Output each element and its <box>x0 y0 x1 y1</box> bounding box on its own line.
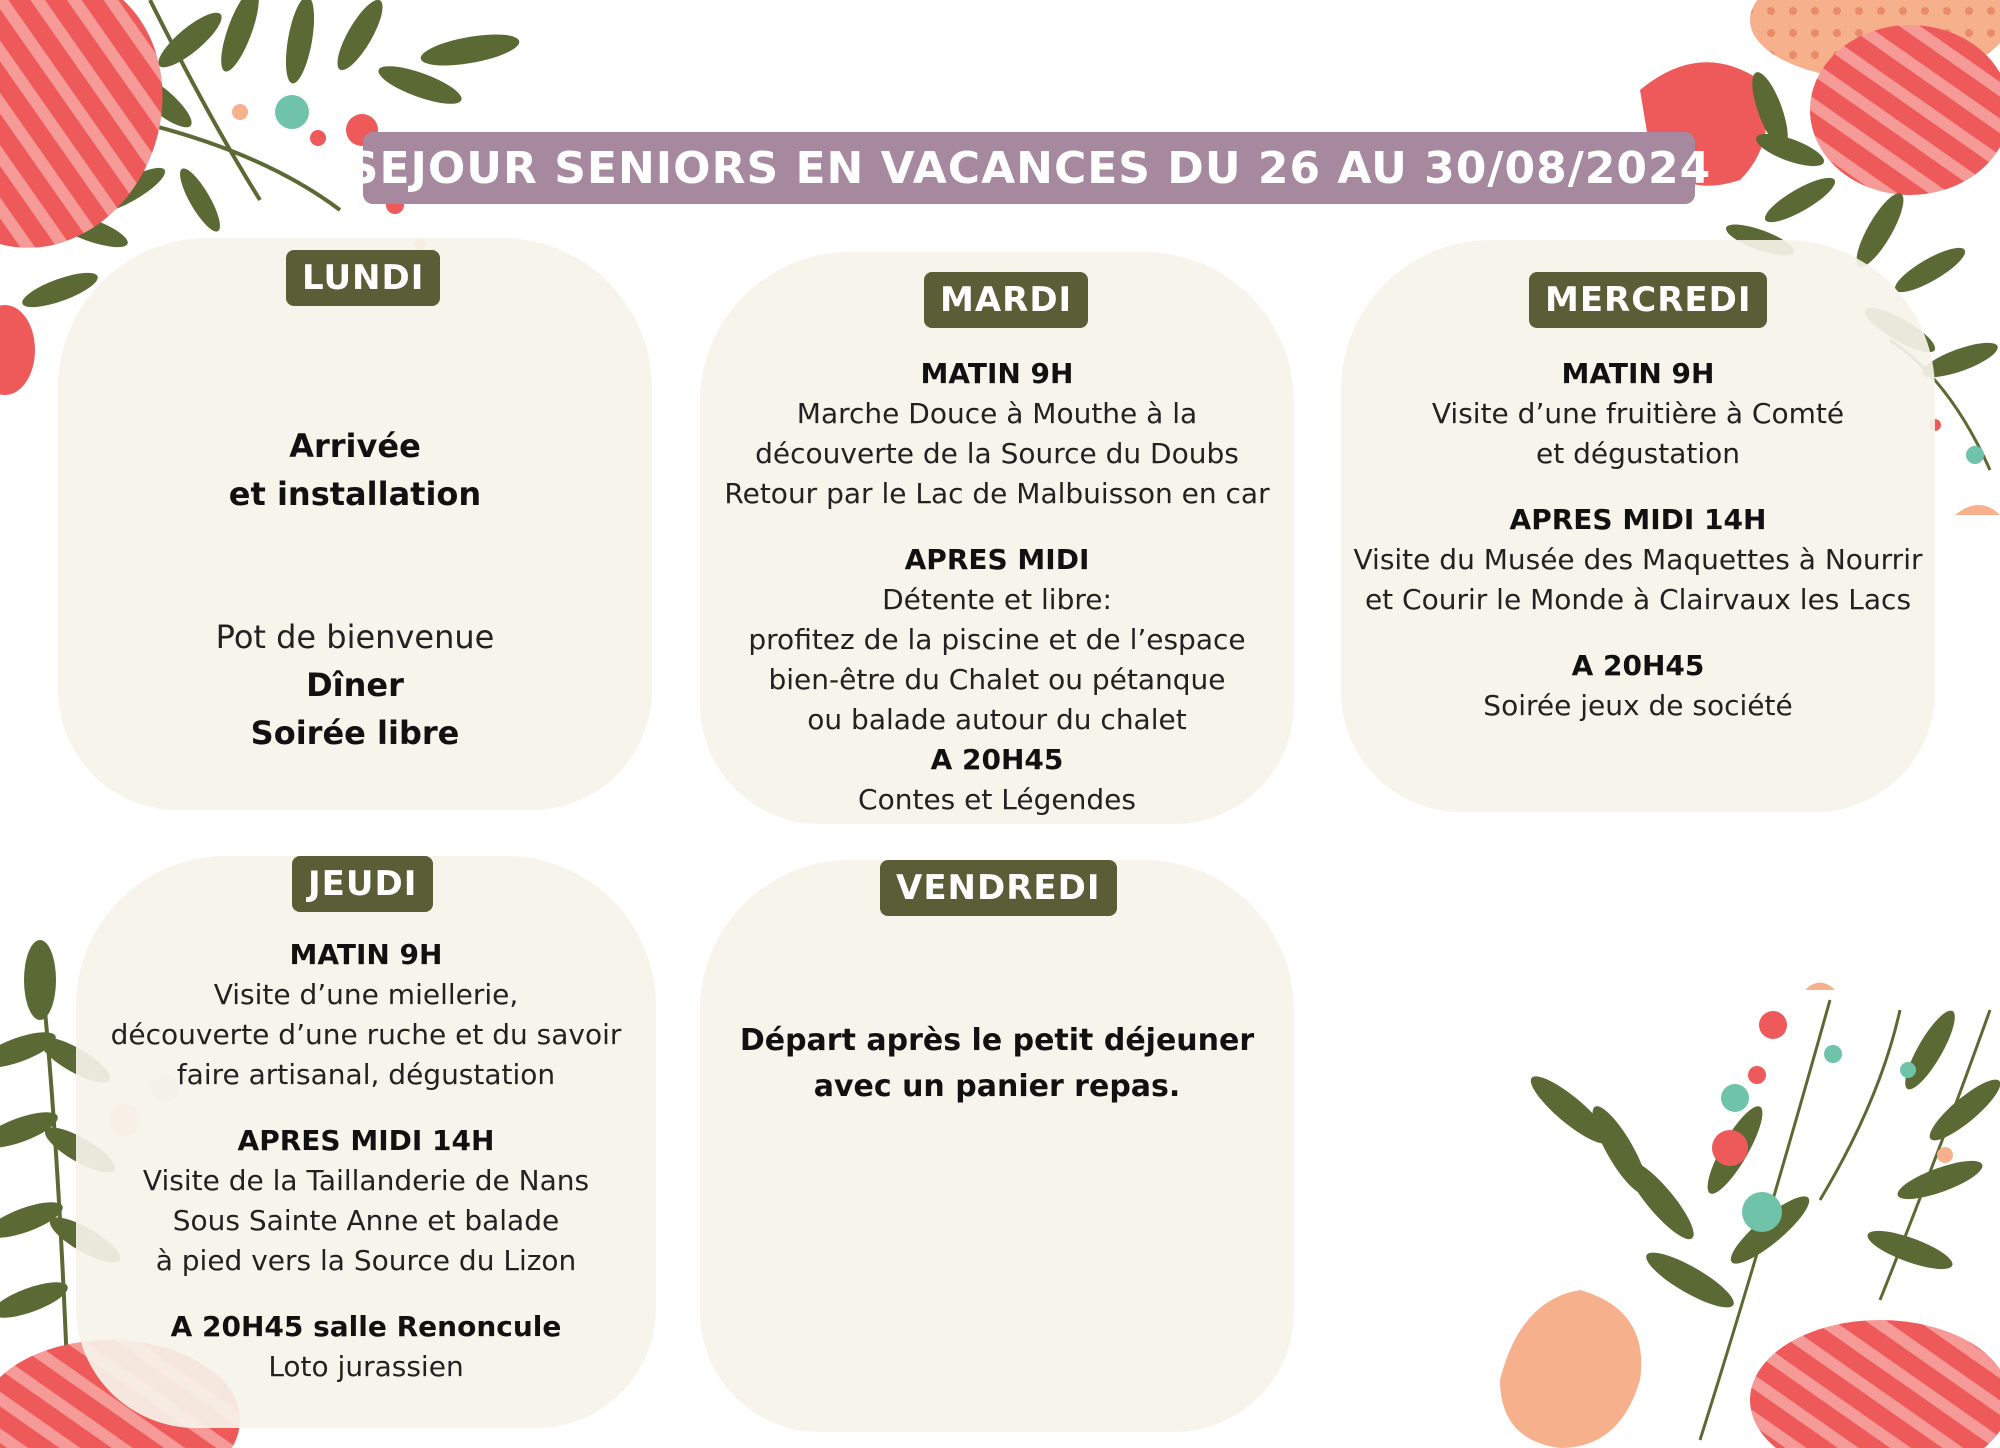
mardi-afternoon-line4: ou balade autour du chalet <box>807 703 1187 736</box>
jeudi-afternoon-title: APRES MIDI 14H <box>237 1124 495 1157</box>
lundi-content <box>58 422 652 757</box>
mercredi-morning-title: MATIN 9H <box>1561 357 1715 390</box>
jeudi-evening-title: A 20H45 salle Renoncule <box>170 1310 562 1343</box>
jeudi-evening-line1: Loto jurassien <box>268 1350 464 1383</box>
day-badge-mardi: MARDI <box>924 272 1088 328</box>
lundi-arrival-line2: et installation <box>228 475 482 513</box>
mardi-afternoon-line3: bien-être du Chalet ou pétanque <box>768 663 1226 696</box>
mercredi-content <box>1341 354 1935 726</box>
mercredi-afternoon-line2: et Courir le Monde à Clairvaux les Lacs <box>1364 583 1912 616</box>
mercredi-afternoon-title: APRES MIDI 14H <box>1509 503 1767 536</box>
jeudi-afternoon-line2: Sous Sainte Anne et balade <box>172 1204 560 1237</box>
day-badge-mercredi: MERCREDI <box>1529 272 1767 328</box>
lundi-arrival-line1: Arrivée <box>289 427 421 465</box>
lundi-soiree: Soirée libre <box>250 714 460 752</box>
vendredi-line1: Départ après le petit déjeuner <box>739 1023 1255 1058</box>
mercredi-morning-line2: et dégustation <box>1536 437 1740 470</box>
mardi-evening-line1: Contes et Légendes <box>858 783 1136 816</box>
bottom-right-flowers <box>1500 983 2000 1448</box>
mercredi-evening-line1: Soirée jeux de société <box>1483 689 1793 722</box>
mercredi-morning-line1: Visite d’une fruitière à Comté <box>1431 397 1845 430</box>
mercredi-afternoon-line1: Visite du Musée des Maquettes à Nourrir <box>1353 543 1923 576</box>
mardi-afternoon-line2: profitez de la piscine et de l’espace <box>748 623 1246 656</box>
jeudi-morning-line2: découverte d’une ruche et du savoir <box>110 1018 622 1051</box>
day-badge-vendredi: VENDREDI <box>880 860 1117 916</box>
page-title: SEJOUR SENIORS EN VACANCES DU 26 AU 30/08/2024 <box>346 142 1712 194</box>
card-jeudi <box>76 856 656 1428</box>
mardi-morning-line2: découverte de la Source du Doubs <box>755 437 1239 470</box>
jeudi-afternoon-line3: à pied vers la Source du Lizon <box>155 1244 577 1277</box>
vendredi-content <box>700 1018 1294 1110</box>
card-mardi <box>700 252 1294 824</box>
jeudi-morning-title: MATIN 9H <box>289 938 443 971</box>
day-badge-jeudi: JEUDI <box>292 856 433 912</box>
lundi-diner: Dîner <box>306 666 404 704</box>
jeudi-afternoon-line1: Visite de la Taillanderie de Nans <box>142 1164 590 1197</box>
card-vendredi <box>700 860 1294 1432</box>
title-banner <box>346 132 1712 204</box>
jeudi-content <box>76 935 656 1387</box>
mardi-evening-title: A 20H45 <box>930 743 1064 776</box>
mardi-morning-line1: Marche Douce à Mouthe à la <box>796 397 1198 430</box>
vendredi-line2: avec un panier repas. <box>813 1069 1181 1104</box>
mardi-morning-title: MATIN 9H <box>920 357 1074 390</box>
card-lundi <box>58 238 652 810</box>
mardi-afternoon-line1: Détente et libre: <box>882 583 1112 616</box>
mardi-morning-line3: Retour par le Lac de Malbuisson en car <box>724 477 1270 510</box>
mardi-content <box>700 354 1294 820</box>
mercredi-evening-title: A 20H45 <box>1571 649 1705 682</box>
lundi-pot: Pot de bienvenue <box>215 618 495 656</box>
mardi-afternoon-title: APRES MIDI <box>904 543 1090 576</box>
jeudi-morning-line1: Visite d’une miellerie, <box>213 978 519 1011</box>
day-badge-lundi: LUNDI <box>286 250 440 306</box>
card-mercredi <box>1341 240 1935 812</box>
jeudi-morning-line3: faire artisanal, dégustation <box>176 1058 556 1091</box>
